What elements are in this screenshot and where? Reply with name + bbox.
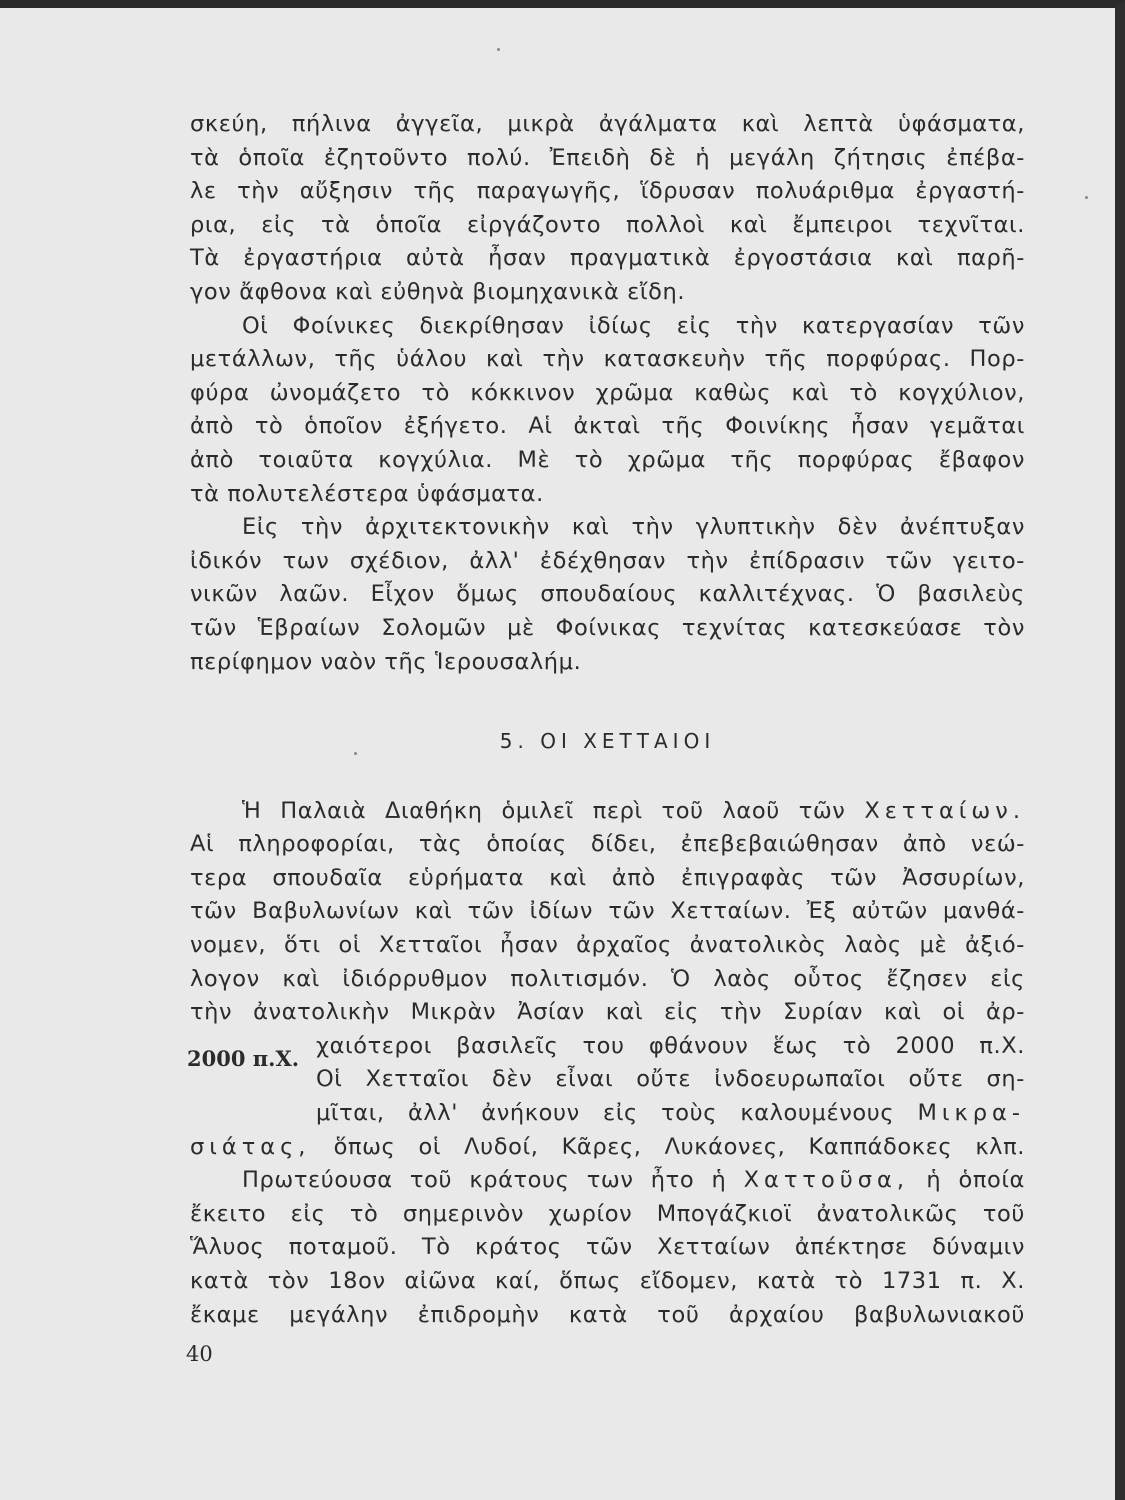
text-line: Οἱ Χετταῖοι δὲν εἶναι οὔτε ἰνδοευρωπαῖοι οὔτε ση- (316, 1066, 1025, 1093)
paragraph (190, 310, 1025, 512)
paragraph (190, 795, 1025, 1165)
text-line: ἰδικόν των σχέδιον, ἀλλ' ἐδέχθησαν τὴν ἐπίδρασιν τῶν γειτο- (190, 547, 1025, 574)
text-line: λε τὴν αὔξησιν τῆς παραγωγῆς, ἵδρυσαν πολυάριθμα ἐργαστή- (190, 178, 1025, 205)
page-number: 40 (186, 1342, 213, 1366)
emphasized-word: Χετταίων. (864, 797, 1025, 824)
text-line: σκεύη, πήλινα ἀγγεῖα, μικρὰ ἀγάλματα καὶ λεπτὰ ὑφάσματα, (190, 111, 1025, 137)
text-line: χαιότεροι βασιλεῖς του φθάνουν ἕως τὸ 2000 π.Χ. (316, 1032, 1025, 1059)
paper-speck (1085, 196, 1088, 199)
text-line: Αἱ πληροφορίαι, τὰς ὁποίας δίδει, ἐπεβεβαιώθησαν ἀπὸ νεώ- (190, 831, 1025, 858)
paragraph (190, 108, 1025, 310)
text-line: νικῶν λαῶν. Εἶχον ὅμως σπουδαίους καλλιτέχνας. Ὁ βασιλεὺς (190, 581, 1025, 608)
text-line: Οἱ Φοίνικες διεκρίθησαν ἰδίως εἰς τὴν κατεργασίαν τῶν (242, 312, 1025, 339)
text-line: λογον καὶ ἰδιόρρυθμον πολιτισμόν. Ὁ λαὸς οὗτος ἔζησεν εἰς (190, 965, 1025, 992)
text-line: ἔκαμε μεγάλην ἐπιδρομὴν κατὰ τοῦ ἀρχαίου βαβυλωνιακοῦ (190, 1301, 1025, 1328)
paragraph (190, 1164, 1025, 1332)
text-span: Ἡ Παλαιὰ Διαθήκη ὁμιλεῖ περὶ τοῦ λαοῦ τῶν (242, 797, 846, 824)
text-line: ἀπὸ τοιαῦτα κογχύλια. Μὲ τὸ χρῶμα τῆς πορφύρας ἔβαφον (190, 446, 1025, 473)
text-span: ὅπως οἱ Λυδοί, Κᾶρες, Λυκάονες, Καππάδοκες κλπ. (333, 1133, 1025, 1160)
text-span: ἡ ὁποία (926, 1167, 1025, 1194)
text-line: τερα σπουδαῖα εὑρήματα καὶ ἀπὸ ἐπιγραφὰς τῶν Ἀσσυρίων, (190, 864, 1025, 891)
text-span: μῖται, ἀλλ' ἀνήκουν εἰς τοὺς καλουμένους (316, 1100, 895, 1127)
text-line: Εἰς τὴν ἀρχιτεκτονικὴν καὶ τὴν γλυπτικὴν δὲν ἀνέπτυξαν (242, 514, 1025, 541)
margin-note: 2000 π.Χ. (187, 1046, 300, 1071)
text-line: ἀπὸ τὸ ὁποῖον ἐξήγετο. Αἱ ἀκταὶ τῆς Φοινίκης ἦσαν γεμᾶται (190, 413, 1025, 440)
emphasized-word: Χαττοῦσα, (743, 1167, 910, 1194)
text-span: Πρωτεύουσα τοῦ κράτους των ἦτο ἡ (242, 1167, 727, 1194)
text-line: γον ἄφθονα καὶ εὐθηνὰ βιομηχανικὰ εἴδη. (190, 278, 686, 305)
text-line: κατὰ τὸν 18ον αἰῶνα καί, ὅπως εἴδομεν, κατὰ τὸ 1731 π. Χ. (190, 1268, 1025, 1294)
text-line: περίφημον ναὸν τῆς Ἱερουσαλήμ. (190, 648, 582, 675)
section-heading: 5. ΟΙ ΧΕΤΤΑΙΟΙ (499, 729, 716, 754)
emphasized-word: σιάτας, (190, 1133, 311, 1160)
paragraph (190, 511, 1025, 679)
text-line: ρια, εἰς τὰ ὁποῖα εἰργάζοντο πολλοὶ καὶ ἔμπειροι τεχνῖται. (190, 211, 1025, 238)
body-text (190, 108, 1025, 1332)
text-line: Τὰ ἐργαστήρια αὐτὰ ἦσαν πραγματικὰ ἐργοστάσια καὶ παρῆ- (190, 245, 1025, 272)
text-line: νομεν, ὅτι οἱ Χετταῖοι ἦσαν ἀρχαῖος ἀνατολικὸς λαὸς μὲ ἀξιό- (190, 932, 1025, 959)
text-line (190, 1164, 1025, 1198)
indented-lines (190, 1030, 1025, 1131)
text-line: τῶν Ἑβραίων Σολομῶν μὲ Φοίνικας τεχνίτας κατεσκεύασε τὸν (190, 614, 1025, 641)
text-line: μετάλλων, τῆς ὑάλου καὶ τὴν κατασκευὴν τῆς πορφύρας. Πορ- (190, 346, 1025, 373)
paper-speck (497, 48, 500, 51)
text-line (190, 1131, 1025, 1165)
emphasized-word: Μικρα- (917, 1100, 1025, 1127)
text-line: Ἅλυος ποταμοῦ. Τὸ κράτος τῶν Χετταίων ἀπέκτησε δύναμιν (190, 1234, 1025, 1261)
text-line: τὰ ὁποῖα ἐζητοῦντο πολύ. Ἐπειδὴ δὲ ἡ μεγάλη ζήτησις ἐπέβα- (190, 144, 1025, 171)
text-line: φύρα ὠνομάζετο τὸ κόκκινον χρῶμα καθὼς καὶ τὸ κογχύλιον, (190, 379, 1025, 406)
text-line (190, 1097, 1025, 1131)
text-line: ἔκειτο εἰς τὸ σημερινὸν χωρίον Μπογάζκιοϊ ἀνατολικῶς τοῦ (190, 1200, 1025, 1227)
text-line: τὴν ἀνατολικὴν Μικρὰν Ἀσίαν καὶ εἰς τὴν Συρίαν καὶ οἱ ἀρ- (190, 999, 1025, 1026)
text-line: τῶν Βαβυλωνίων καὶ τῶν ἰδίων τῶν Χετταίων. Ἐξ αὐτῶν μανθά- (190, 898, 1025, 925)
text-line: τὰ πολυτελέστερα ὑφάσματα. (190, 480, 544, 507)
text-line (190, 795, 1025, 829)
